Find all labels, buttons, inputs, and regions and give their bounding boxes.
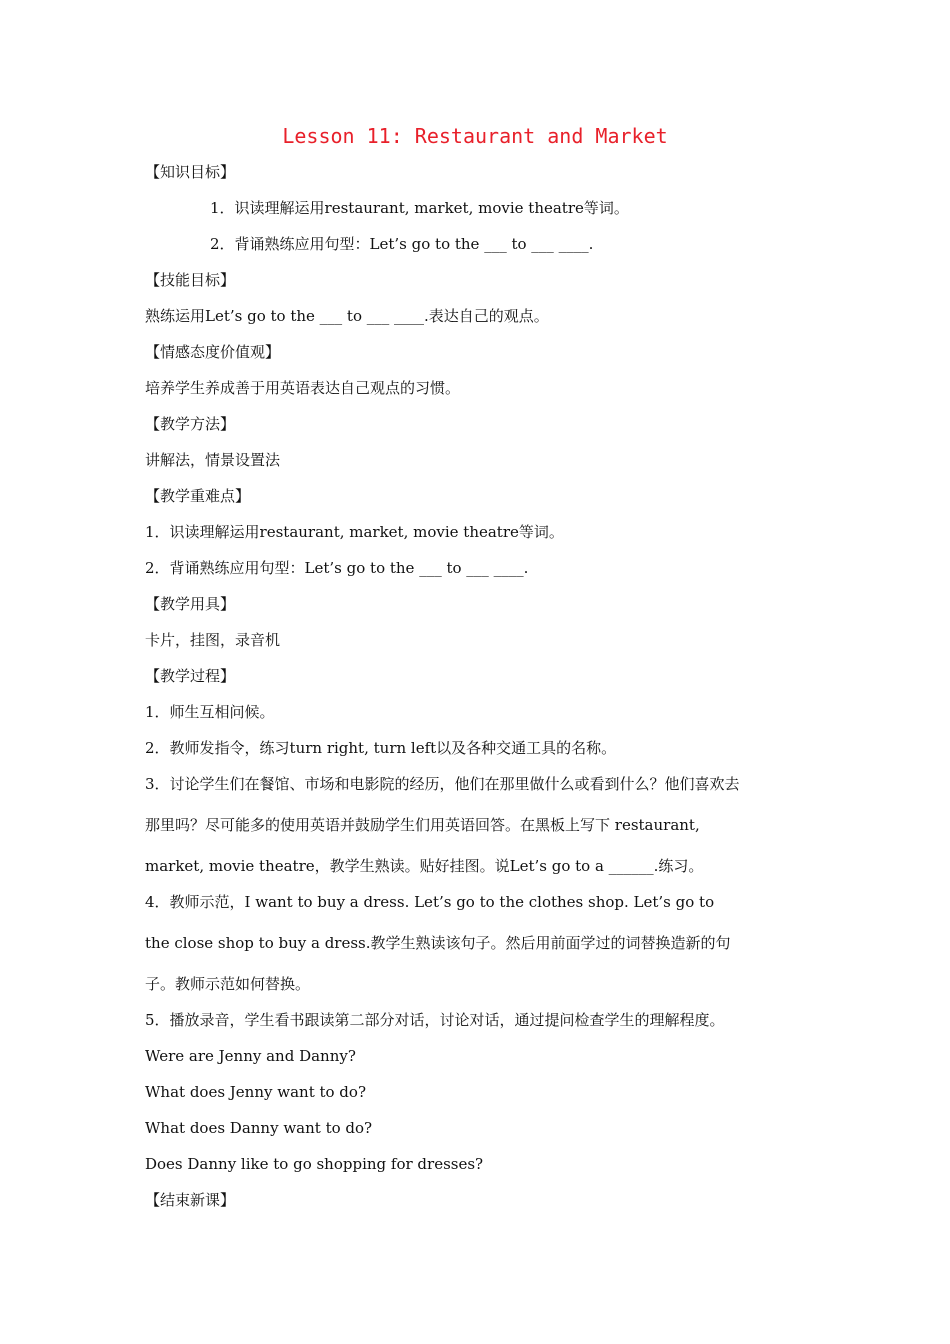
paragraph: 卡片，挂图，录音机 <box>145 631 281 649</box>
page-title: Lesson 11: Restaurant and Market <box>282 124 668 148</box>
list-item: 3．讨论学生们在餐馆、市场和电影院的经历，他们在那里做什么或看到什么？他们喜欢去 <box>145 775 740 793</box>
paragraph: 熟练运用Let’s go to the ___ to ___ ____.表达自己的观点。 <box>145 307 549 325</box>
question-line: Were are Jenny and Danny? <box>145 1047 356 1065</box>
list-item: 4．教师示范，I want to buy a dress. Let’s go to the clothes shop. Let’s go to <box>145 893 715 911</box>
paragraph-continuation: the close shop to buy a dress.教学生熟读该句子。然后用前面学过的词替换造新的句 <box>145 934 731 952</box>
list-item: 2．教师发指令，练习turn right, turn left以及各种交通工具的名称。 <box>145 739 617 757</box>
section-heading-teaching-aids: 【教学用具】 <box>145 595 236 613</box>
section-heading-teaching-process: 【教学过程】 <box>145 667 236 685</box>
paragraph: 讲解法，情景设置法 <box>145 451 281 469</box>
section-heading-knowledge-goals: 【知识目标】 <box>145 163 236 181</box>
knowledge-goal-item: 1．识读理解运用restaurant, market, movie theatre等词。 <box>210 199 629 217</box>
section-heading-teaching-methods: 【教学方法】 <box>145 415 236 433</box>
paragraph-continuation: market, movie theatre，教学生熟读。贴好挂图。说Let’s go to a ______.练习。 <box>145 857 704 875</box>
knowledge-goal-item: 2．背诵熟练应用句型：Let’s go to the ___ to ___ ____. <box>210 235 594 253</box>
paragraph-continuation: 子。教师示范如何替换。 <box>145 975 311 993</box>
question-line: Does Danny like to go shopping for dresses? <box>145 1155 484 1173</box>
list-item: 1．师生互相问候。 <box>145 703 275 721</box>
section-heading-skill-goals: 【技能目标】 <box>145 271 236 289</box>
question-line: What does Danny want to do? <box>145 1119 373 1137</box>
list-item: 1．识读理解运用restaurant, market, movie theatre等词。 <box>145 523 564 541</box>
list-item: 2．背诵熟练应用句型：Let’s go to the ___ to ___ ____. <box>145 559 529 577</box>
section-heading-attitude-values: 【情感态度价值观】 <box>145 343 281 361</box>
paragraph: 培养学生养成善于用英语表达自己观点的习惯。 <box>145 379 461 397</box>
section-heading-key-points: 【教学重难点】 <box>145 487 251 505</box>
list-item: 5．播放录音，学生看书跟读第二部分对话，讨论对话，通过提问检查学生的理解程度。 <box>145 1011 725 1029</box>
paragraph-continuation: 那里吗？尽可能多的使用英语并鼓励学生们用英语回答。在黑板上写下 restaurant, <box>145 816 700 834</box>
question-line: What does Jenny want to do? <box>145 1083 366 1101</box>
section-heading-closing: 【结束新课】 <box>145 1191 236 1209</box>
